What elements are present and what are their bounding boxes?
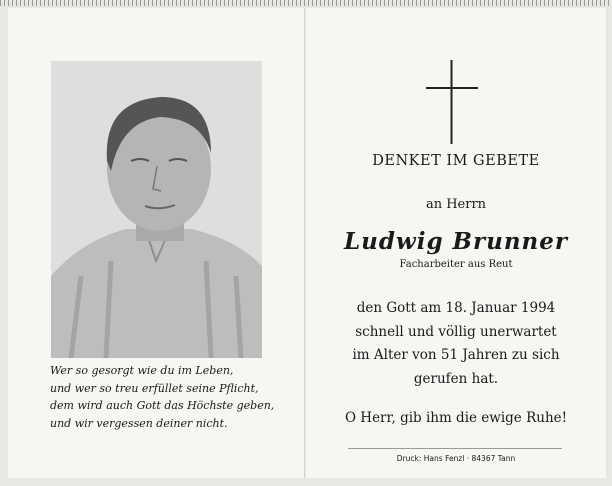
notice-line: gerufen hat. xyxy=(413,370,499,387)
notice-line: den Gott am 18. Januar 1994 xyxy=(356,300,556,316)
poem-line: Wer so gesorgt wie du im Leben, xyxy=(50,364,234,377)
left-panel xyxy=(8,8,304,478)
intro-text: an Herrn xyxy=(425,197,487,212)
scan-ruler xyxy=(0,0,612,6)
notice-line: im Alter von 51 Jahren zu sich xyxy=(352,347,560,363)
poem-line: dem wird auch Gott das Höchste geben, xyxy=(50,399,275,412)
memorial-poem xyxy=(50,362,300,432)
notice-line: schnell und völlig unerwartet xyxy=(355,323,557,340)
poem-line: und wir vergessen deiner nicht. xyxy=(50,416,228,430)
portrait-photo xyxy=(51,61,262,358)
cross-icon xyxy=(426,60,478,144)
right-panel xyxy=(306,8,606,478)
heading: DENKET IM GEBETE xyxy=(372,153,540,169)
deceased-name: Ludwig Brunner xyxy=(343,228,569,255)
divider xyxy=(348,448,562,449)
death-notice xyxy=(306,297,606,391)
occupation: Facharbeiter aus Reut xyxy=(399,259,513,270)
poem-line: und wer so treu erfüllet seine Pflicht, xyxy=(50,381,259,395)
prayer: O Herr, gib ihm die ewige Ruhe! xyxy=(344,410,568,426)
portrait-illustration xyxy=(51,61,262,358)
printer-credit: Druck: Hans Fenzl · 84367 Tann xyxy=(396,454,516,463)
